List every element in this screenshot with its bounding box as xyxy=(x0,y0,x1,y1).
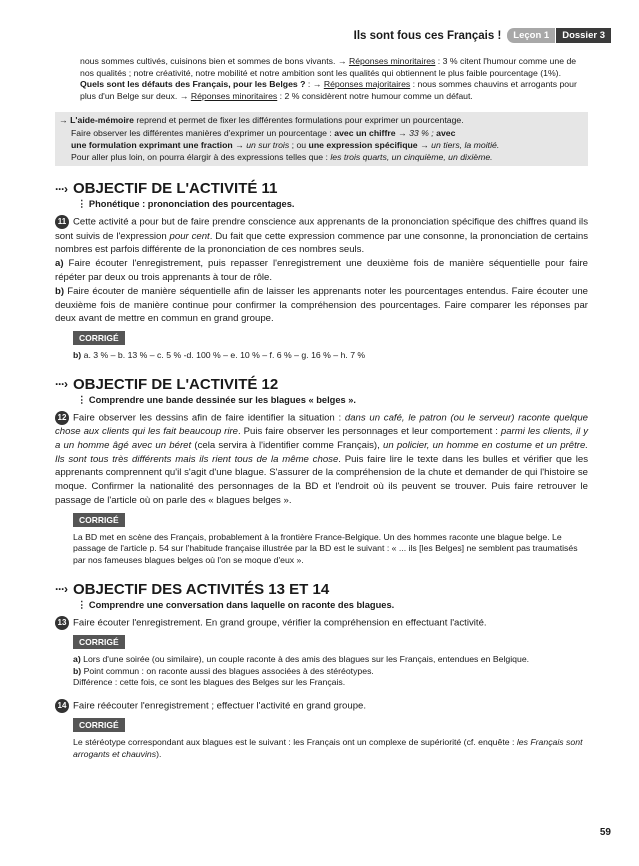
section-title-12: ···› OBJECTIF DE L'ACTIVITÉ 12 xyxy=(55,375,279,393)
corrige-answer-13: a) Lors d'une soirée (ou similaire), un couple raconte à des amis des blagues sur les Français, entendues en Belgique. b) Point commun : on raconte aussi des blagues associées à des stéréotypes. Différence : cette fois, ce sont les blagues des Belges sur les Français. xyxy=(73,653,530,688)
corrige-label: CORRIGÉ xyxy=(73,635,125,649)
activity-number-badge: 14 xyxy=(55,699,69,713)
lecon-badge: Leçon 1 xyxy=(507,28,555,43)
header-title: Ils sont fous ces Français ! xyxy=(353,29,502,42)
page-number: 59 xyxy=(599,827,611,838)
activity-number-badge: 11 xyxy=(55,215,69,229)
dotted-arrow-icon: ···› xyxy=(55,582,67,597)
corrige-answer-14: Le stéréotype correspondant aux blagues est le suivant : les Français ont un complexe de supériorité (cf. enquête : les Français sont arrogants et chauvins). xyxy=(73,737,583,759)
dotted-arrow-icon: ···› xyxy=(55,377,67,392)
section-title-13-14: ···› OBJECTIF DES ACTIVITÉS 13 ET 14 xyxy=(55,580,330,598)
activity-number-badge: 13 xyxy=(55,616,69,630)
section-subtitle-13-14: ⋮ Comprendre une conversation dans laquelle on raconte des blagues. xyxy=(77,599,395,610)
corrige-label: CORRIGÉ xyxy=(73,513,125,527)
activity-13-text: 13 Faire écouter l'enregistrement. En grand groupe, vérifier la compréhension en effectuant l'activité. xyxy=(55,616,588,630)
activity-12-text: 12 Faire observer les dessins afin de faire identifier la situation : dans un café, le patron (ou le serveur) raconte quelque chose aux clients qui les fait beaucoup rire. Puis faire observer les personnages et leur comportement : parmi les clients, il y a un homme âgé avec un béret (cela servira à l'identifier comme Français), un policier, un homme en costume et un prêtre. Ils sont tous très différents mais ils rient tous de la même chose. Puis faire lire le texte dans les bulles et vérifier que les apprenants comprennent qu'il s'agit d'une blague. S'assurer de la compréhension de la chute et demander de qui l'histoire se moque. Confirmer la nationalité des personnages de la BD et l'endroit où ils peuvent se trouver. Puis faire retrouver le passage de l'article où on parle des « blagues belges ». xyxy=(55,412,589,506)
intro-paragraph-1: nous sommes cultivés, cuisinons bien et sommes de bons vivants. → Réponses minoritaires : 3 % citent l'humour comme une de nos qualités ; notre créativité, notre mobilité et notre ambition sont les qualités qui obtiennent le plus faible pourcentage (1%). xyxy=(80,56,577,78)
corrige-answer-11: b) a. 3 % – b. 13 % – c. 5 % -d. 100 % – e. 10 % – f. 6 % – g. 16 % – h. 7 % xyxy=(73,350,366,361)
section-title-11: ···› OBJECTIF DE L'ACTIVITÉ 11 xyxy=(55,180,278,198)
corrige-answer-12: La BD met en scène des Français, probablement à la frontière France-Belgique. Un des hommes raconte une blague belge. Le passage de l'article p. 54 sur l'habitude française illustrée par la BD est le suivant : « ... ils [les Belges] ne semblent pas traumatisés par nos fameuses blagues belges où l'on se moque d'eux ». xyxy=(73,531,578,565)
activity-14-text: 14 Faire réécouter l'enregistrement ; effectuer l'activité en grand groupe. xyxy=(55,699,588,713)
dossier-badge: Dossier 3 xyxy=(556,28,611,43)
aide-memoire-box: → L'aide-mémoire reprend et permet de fixer les différentes formulations pour exprimer un pourcentage. Faire observer les différentes manières d'exprimer un pourcentage : avec un chiffre → 33 % ; avec une formulation exprimant une fraction → un sur trois ; ou une expression spécifique → un tiers, la moitié. Pour aller plus loin, on pourra élargir à des expressions telles que : les trois quarts, un cinquième, un dixième. xyxy=(55,112,588,166)
intro-block xyxy=(55,56,588,102)
corrige-label: CORRIGÉ xyxy=(73,718,125,732)
activity-number-badge: 12 xyxy=(55,411,69,425)
corrige-label: CORRIGÉ xyxy=(73,331,125,345)
activity-11-text: 11 Cette activité a pour but de faire prendre conscience aux apprenants de la prononciation spécifique des chiffres quand ils sont suivis de l'expression pour cent. Du fait que cette expression commence par une consonne, la prononciation de certains nombres est parfois différente de la prononciation de ces nombres seuls. a) Faire écouter l'enregistrement, puis repasser l'enregistrement une deuxième fois de manière séquentielle pour faire répéter par deux ou trois apprenants à tour de rôle. b) Faire écouter de manière séquentielle afin de laisser les apprenants noter les pourcentages entendus. Faire écouter une deuxième fois de manière continue pour confirmer la compréhension des pourcentages. Faire comparer les réponses par deux avant de mettre en commun en grand groupe. xyxy=(55,216,588,325)
section-subtitle-11: ⋮ Phonétique : prononciation des pourcentages. xyxy=(77,199,295,210)
page-content xyxy=(55,56,588,760)
dotted-arrow-icon: ···› xyxy=(55,181,67,196)
page-header xyxy=(354,28,611,43)
intro-paragraph-2: Quels sont les défauts des Français, pour les Belges ? : → Réponses majoritaires : nous sommes chauvins et arrogants pour plus d'un Belge sur deux. → Réponses minoritaires : 2 % considèrent notre humour comme un défaut. xyxy=(80,79,577,101)
section-subtitle-12: ⋮ Comprendre une bande dessinée sur les blagues « belges ». xyxy=(77,394,357,405)
